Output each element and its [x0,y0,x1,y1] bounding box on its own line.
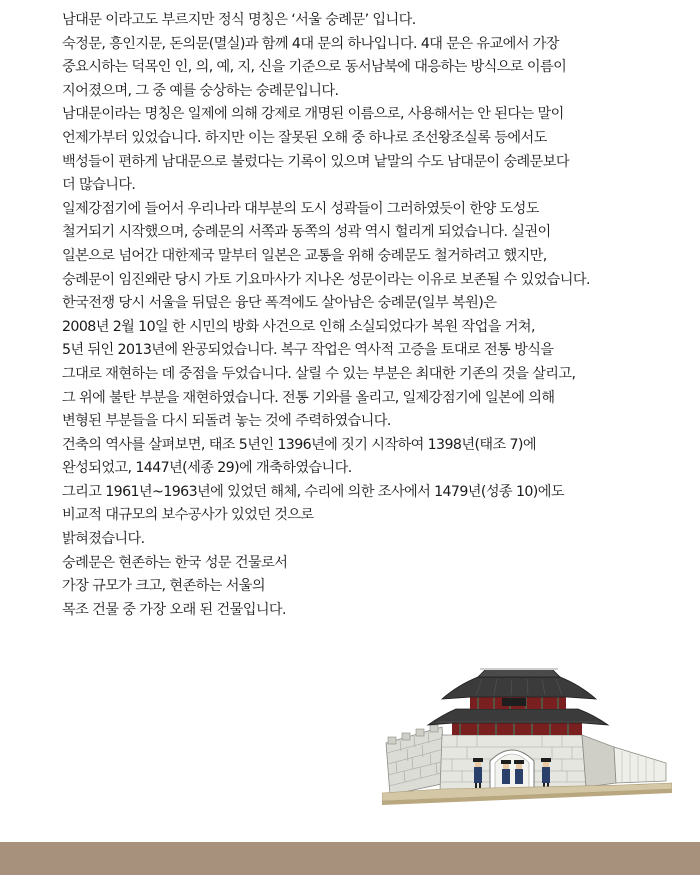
text-line: 완성되었고, 1447년(세종 29)에 개축하였습니다. [62,460,352,477]
text-line: 한국전쟁 당시 서울을 뒤덮은 융단 폭격에도 살아남은 숭례문(일부 복원)은 [62,295,497,312]
text-line: 2008년 2월 10일 한 시민의 방화 사건으로 인해 소실되었다가 복원 작업을 거쳐, [62,318,535,335]
text-line: 그대로 재현하는 데 중점을 두었습니다. 살릴 수 있는 부분은 최대한 기존의 것을 살리고, [62,365,576,382]
gate-base [440,735,616,791]
text-line: 건축의 역사를 살펴보면, 태조 5년인 1396년에 짓기 시작하여 1398년(태조 7)에 [62,436,536,453]
text-line: 목조 건물 중 가장 오래 된 건물입니다. [62,601,286,618]
sungnyemun-gate-illustration [382,665,672,805]
text-line: 남대문 이라고도 부르지만 정식 명칭은 ‘서울 숭례문’ 입니다. [62,12,416,28]
text-line: 더 많습니다. [62,177,136,194]
article-text [62,9,682,622]
text-line: 백성들이 편하게 남대문으로 불렀다는 기록이 있으며 낱말의 수도 남대문이 숭례문보다 [62,153,569,170]
text-line: 밝혀졌습니다. [62,531,145,548]
text-line: 숙정문, 흥인지문, 돈의문(멸실)과 함께 4대 문의 하나입니다. 4대 문은 유교에서 가장 [62,35,559,52]
text-line: 그리고 1961년~1963년에 있었던 해체, 수리에 의한 조사에서 1479년(성종 10)에도 [62,483,564,500]
footer-bar [0,842,700,875]
text-line: 가장 규모가 크고, 현존하는 서울의 [62,578,266,595]
text-line: 일제강점기에 들어서 우리나라 대부분의 도시 성곽들이 그러하였듯이 한양 도성도 [62,200,539,217]
text-line: 숭례문이 임진왜란 당시 가토 기요마사가 지나온 성문이라는 이유로 보존될 수 있었습니다. [62,271,590,288]
gate-pavilion [428,669,608,735]
fortress-wall [386,725,446,795]
text-line: 변형된 부분들을 다시 되돌려 놓는 것에 주력하였습니다. [62,413,391,430]
text-line: 비교적 대규모의 보수공사가 있었던 것으로 [62,507,314,524]
text-line: 숭례문은 현존하는 한국 성문 건물로서 [62,554,288,571]
text-line: 언제가부터 있었습니다. 하지만 이는 잘못된 오해 중 하나로 조선왕조실록 등에서도 [62,129,547,146]
text-line: 남대문이라는 명칭은 일제에 의해 강제로 개명된 이름으로, 사용해서는 안 된다는 말이 [62,106,564,123]
text-line: 중요시하는 덕목인 인, 의, 예, 지, 신을 기준으로 동서남북에 대응하는 방식으로 이름이 [62,59,567,76]
text-line: 일본으로 넘어간 대한제국 말부터 일본은 교통을 위해 숭례문도 철거하려고 했지만, [62,247,547,264]
text-line: 지어졌으며, 그 중 예를 숭상하는 숭례문입니다. [62,82,339,99]
text-line: 5년 뒤인 2013년에 완공되었습니다. 복구 작업은 역사적 고증을 토대로 전통 방식을 [62,342,554,359]
side-stairs [614,747,666,783]
text-line: 그 위에 불탄 부분을 재현하였습니다. 전통 기와를 올리고, 일제강점기에 일본에 의해 [62,389,555,406]
text-line: 철거되기 시작했으며, 숭례문의 서쪽과 동쪽의 성곽 역시 헐리게 되었습니다. 실권이 [62,224,551,241]
